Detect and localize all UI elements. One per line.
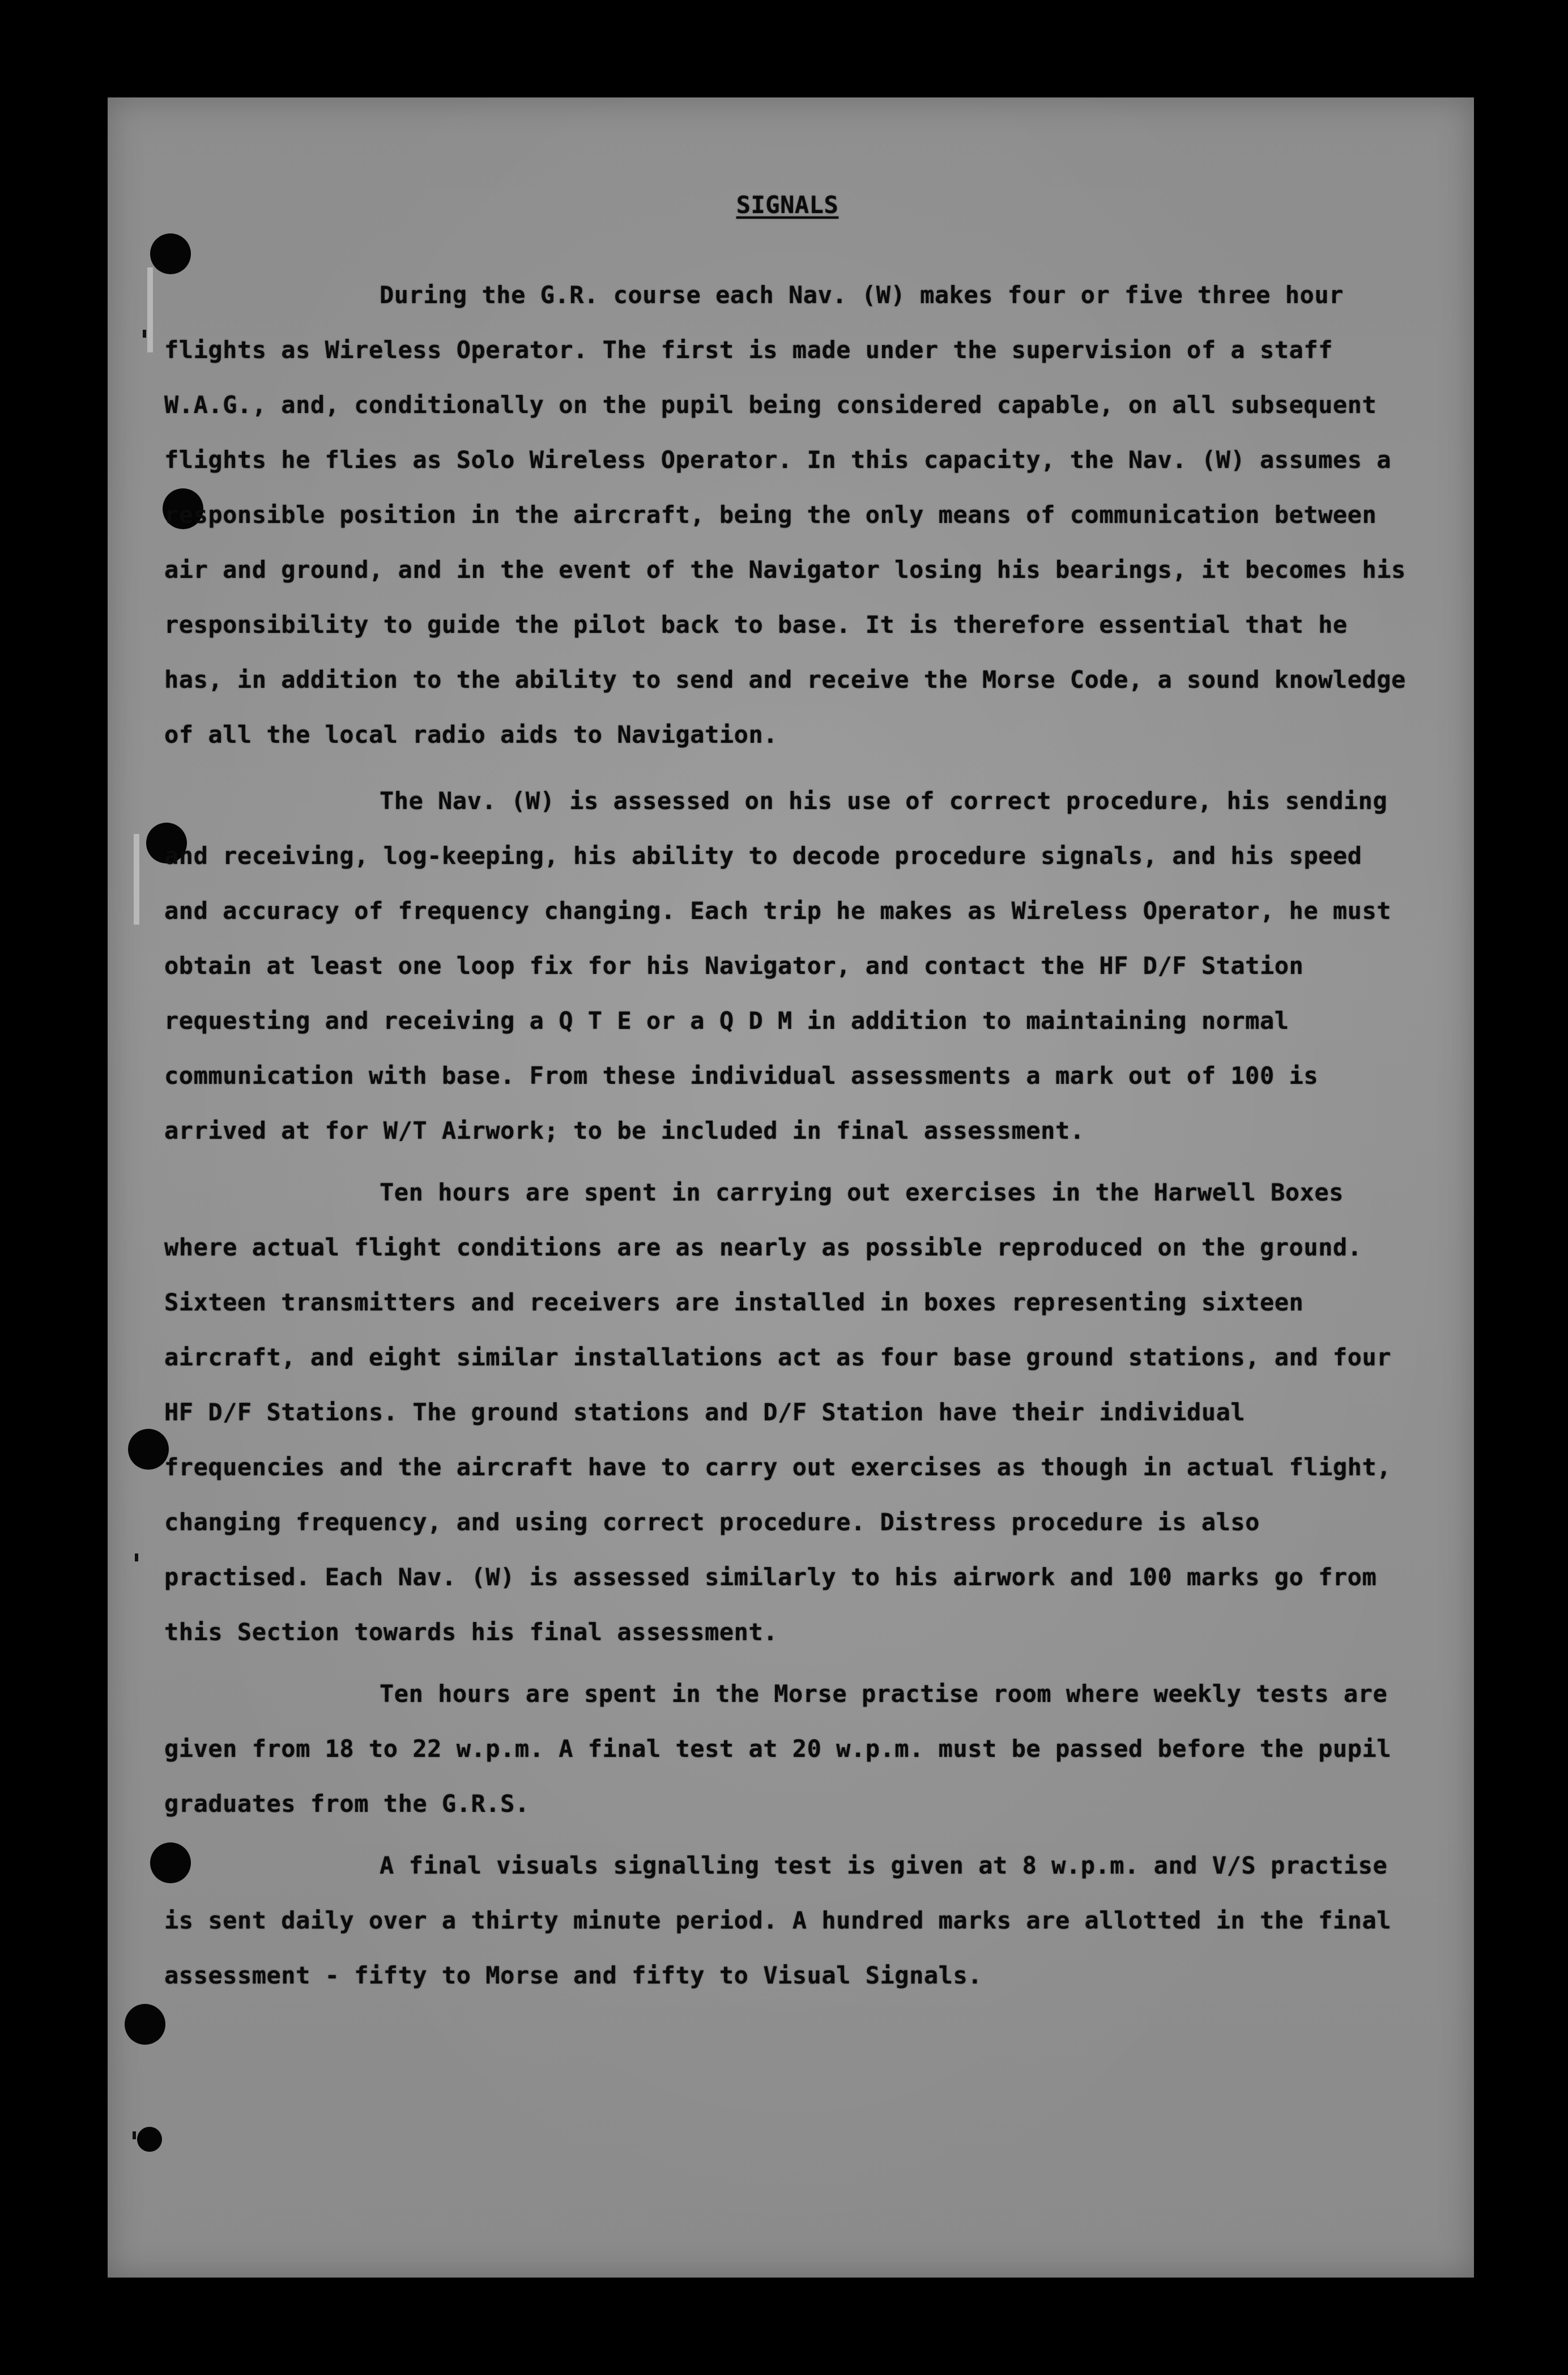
margin-mark [143, 330, 146, 338]
punch-hole-icon [137, 2127, 162, 2152]
margin-mark [133, 2131, 136, 2139]
typewritten-document-sheet [108, 97, 1474, 2278]
punch-hole-icon [128, 1429, 169, 1470]
punch-hole-icon [125, 2004, 165, 2045]
margin-mark [135, 1553, 138, 1561]
margin-mark [147, 267, 153, 352]
page-title-text: SIGNALS [736, 191, 839, 219]
document-body [164, 188, 1411, 2010]
paragraph-5: A final visuals signalling test is given at 8 w.p.m. and V/S practise is sent daily over a thirty minute period. A hundred marks are allotted in the final assessment - fifty to Morse and fifty to Visual Signals. [164, 1852, 1392, 1989]
paragraph-3: Ten hours are spent in carrying out exercises in the Harwell Boxes where actual flight conditions are as nearly as possible reproduced on the ground. Sixteen transmitters and receivers are installed in boxes representing sixteen aircraft, and eight similar installations act as four base ground stations, and four HF D/F Stations. The ground stations and D/F Station have their individual frequencies and the aircraft have to carry out exercises as though in actual flight, changing frequency, and using correct procedure. Distress procedure is also practised. Each Nav. (W) is assessed similarly to his airwork and 100 marks go from this Section towards his final assessment. [164, 1178, 1392, 1646]
page-title [164, 188, 1411, 222]
paragraph-2: The Nav. (W) is assessed on his use of correct procedure, his sending and receiving, log-keeping, his ability to decode procedure signals, and his speed and accuracy of frequency changing. Each trip he makes as Wireless Operator, he must obtain at least one loop fix for his Navigator, and contact the HF D/F Station requesting and receiving a Q T E or a Q D M in addition to maintaining normal communication with base. From these individual assessments a mark out of 100 is arrived at for W/T Airwork; to be included in final assessment. [164, 787, 1392, 1144]
paragraph-1: During the G.R. course each Nav. (W) makes four or five three hour flights as Wireless Operator. The first is made under the supervision of a staff W.A.G., and, conditionally on the pupil being considered capable, on all subsequent flights he flies as Solo Wireless Operator. In this capacity, the Nav. (W) assumes a responsible position in the aircraft, being the only means of communication between air and ground, and in the event of the Navigator losing his bearings, it becomes his responsibility to guide the pilot back to base. It is therefore essential that he has, in addition to the ability to send and receive the Morse Code, a sound knowledge of all the local radio aids to Navigation. [164, 281, 1406, 748]
paragraph-4: Ten hours are spent in the Morse practise room where weekly tests are given from 18 to 22 w.p.m. A final test at 20 w.p.m. must be passed before the pupil graduates from the G.R.S. [164, 1680, 1392, 1818]
margin-mark [134, 834, 139, 925]
